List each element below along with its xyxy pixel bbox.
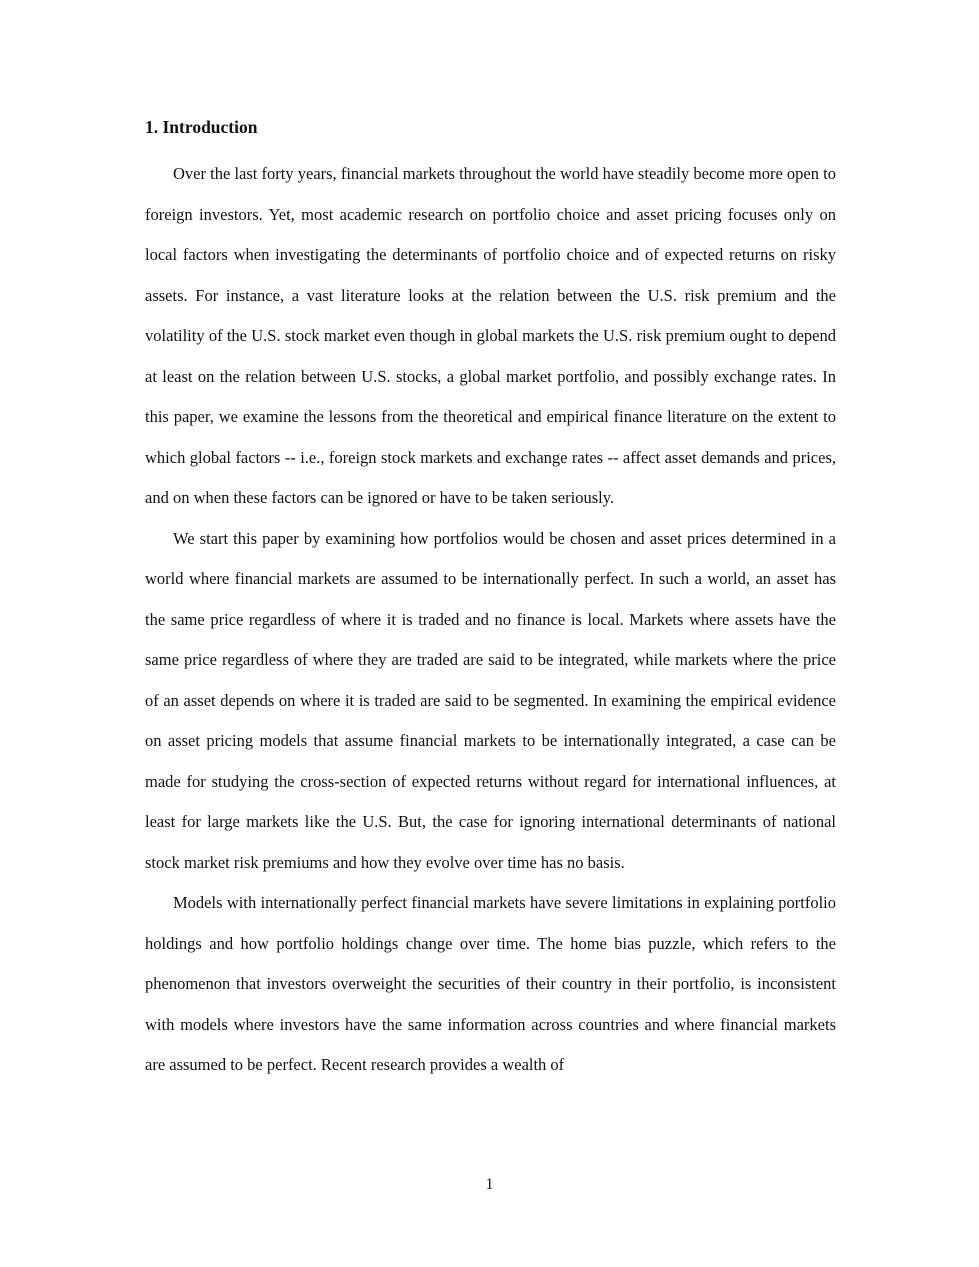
paragraph-3: Models with internationally perfect financial markets have severe limitations in explaining portfolio holdings and how portfolio holdings change over time. The home bias puzzle, which refers to the phenomenon that investors overweight the securities of their country in their portfolio, is inconsistent with models where investors have the same information across countries and where financial markets are assumed to be perfect. Recent research provides a wealth of <box>145 893 836 1074</box>
paragraph-2: We start this paper by examining how portfolios would be chosen and asset prices determined in a world where financial markets are assumed to be internationally perfect. In such a world, an asset has the same price regardless of where it is traded and no finance is local. Markets where assets have the same price regardless of where they are traded are said to be integrated, while markets where the price of an asset depends on where it is traded are said to be segmented. In examining the empirical evidence on asset pricing models that assume financial markets to be internationally integrated, a case can be made for studying the cross-section of expected returns without regard for international influences, at least for large markets like the U.S. But, the case for ignoring international determinants of national stock market risk premiums and how they evolve over time has no basis. <box>145 528 836 872</box>
paragraph-1: Over the last forty years, financial markets throughout the world have steadily become more open to foreign investors. Yet, most academic research on portfolio choice and asset pricing focuses only on local factors when investigating the determinants of portfolio choice and of expected returns on risky assets. For instance, a vast literature looks at the relation between the U.S. risk premium and the volatility of the U.S. stock market even though in global markets the U.S. risk premium ought to depend at least on the relation between U.S. stocks, a global market portfolio, and possibly exchange rates. In this paper, we examine the lessons from the theoretical and empirical finance literature on the extent to which global factors -- i.e., foreign stock markets and exchange rates -- affect asset demands and prices, and on when these factors can be ignored or have to be taken seriously. <box>145 164 836 507</box>
section-heading: 1. Introduction <box>145 117 258 137</box>
page-body <box>145 112 836 1086</box>
page-number: 1 <box>485 1176 494 1193</box>
